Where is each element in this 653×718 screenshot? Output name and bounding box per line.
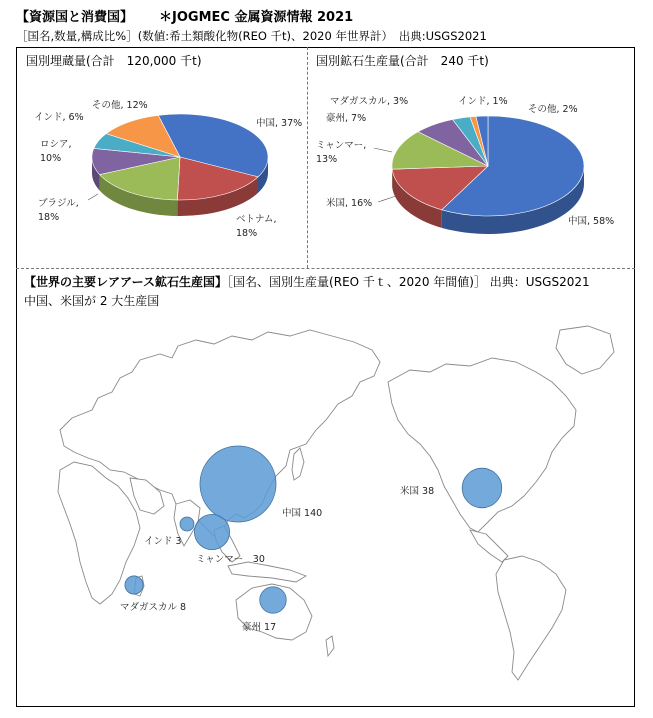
reserves-pie-title: 国別埋蔵量(合計 120,000 千t)	[26, 54, 202, 68]
map-bubble-5	[180, 517, 194, 531]
land-new-zealand	[326, 636, 334, 656]
production-pie-title: 国別鉱石生産量(合計 240 千t)	[316, 54, 489, 68]
page-title-source: ＊JOGMEC 金属資源情報 2021	[159, 10, 354, 25]
production-pie-label-3: 豪州, 7%	[326, 113, 367, 124]
map-label-2: ミャンマー 30	[196, 554, 265, 565]
world-map-land	[58, 326, 614, 680]
map-title-bold: 【世界の主要レアアース鉱石生産国】	[24, 275, 228, 289]
land-indonesia	[228, 562, 306, 582]
map-subtitle: 中国、米国が 2 大生産国	[24, 294, 160, 308]
land-central-america	[470, 530, 508, 562]
map-bubble-4	[125, 576, 143, 594]
production-pie-label-5: インド, 1%	[458, 96, 508, 107]
reserves-pie-label-3: ロシア, 10%	[40, 139, 72, 164]
production-pie-label-4: マダガスカル, 3%	[330, 96, 409, 107]
land-south-america	[496, 556, 566, 680]
reserves-pie-label-0: 中国, 37%	[256, 118, 303, 129]
land-greenland	[556, 326, 614, 374]
production-pie-label-2: ミャンマー, 13%	[316, 140, 367, 165]
page-title-main: 【資源国と消費国】	[16, 10, 134, 25]
map-label-0: 中国 140	[282, 508, 323, 519]
map-bubble-1	[462, 468, 502, 508]
map-bubble-2	[194, 514, 229, 549]
production-pie-label-0: 中国, 58%	[568, 216, 615, 227]
production-pie-label-6: その他, 2%	[528, 104, 578, 115]
map-label-4: マダガスカル 8	[120, 602, 187, 613]
reserves-pie-label-1: ベトナム, 18%	[236, 214, 277, 239]
reserves-pie-label-4: インド, 6%	[34, 112, 84, 123]
page-caption: ［国名,数量,構成比%］(数値:希土類酸化物(REO 千t)、2020 年世界計） 出典:USGS2021	[16, 29, 487, 43]
map-label-5: インド 3	[144, 536, 182, 547]
map-label-3: 豪州 17	[242, 622, 277, 633]
map-label-1: 米国 38	[400, 486, 435, 497]
reserves-pie-label-2: ブラジル, 18%	[38, 198, 79, 223]
land-japan	[292, 448, 304, 480]
reserves-pie-label-5: その他, 12%	[92, 100, 148, 111]
map-bubble-0	[200, 446, 276, 522]
production-pie-label-1: 米国, 16%	[326, 198, 373, 209]
map-title-rest: ［国名、国別生産量(REO 千ｔ、2020 年間値)］ 出典：USGS2021	[227, 275, 590, 289]
map-bubble-3	[260, 587, 286, 613]
